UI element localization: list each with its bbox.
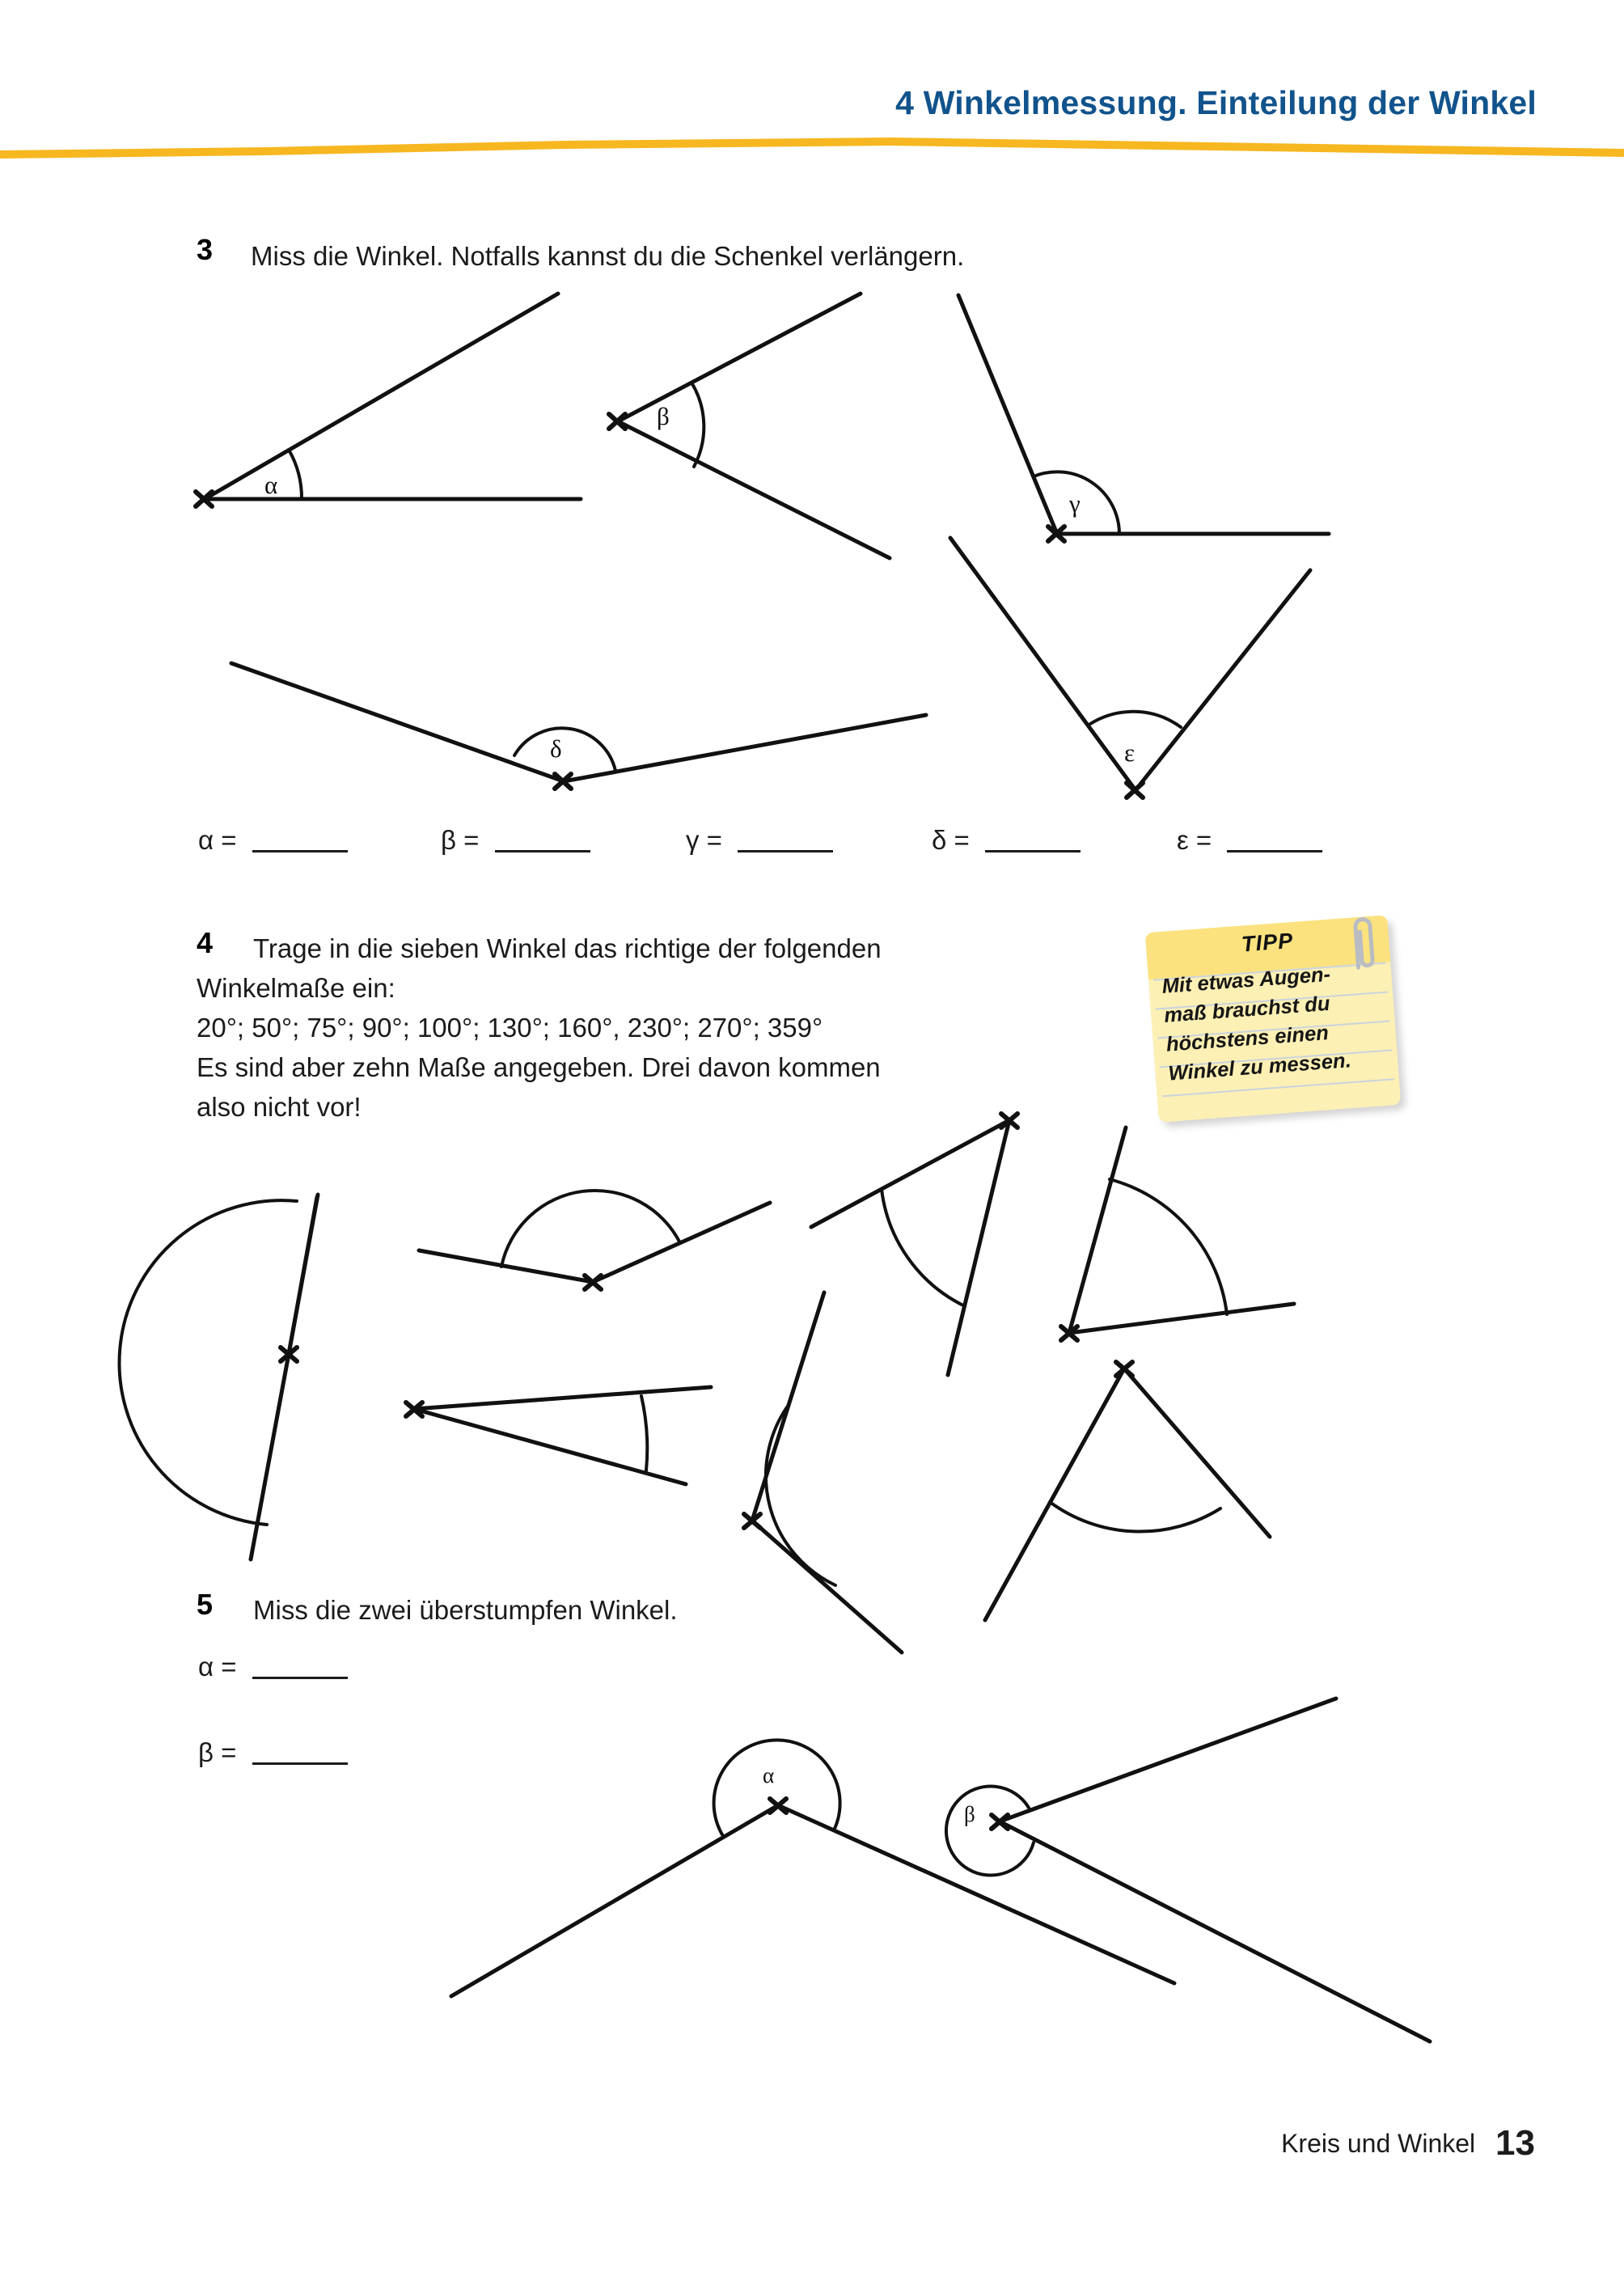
answer-delta-equals: = [954,825,970,855]
answer-gamma-equals: = [706,825,722,855]
vertex-marker-epsilon [1127,783,1143,797]
answer-delta-label: δ [932,825,947,855]
exercise-4-figure-g [985,1369,1270,1620]
exercise-5-answer-beta-label: β [198,1737,214,1767]
answer-beta[interactable] [441,825,590,856]
answer-epsilon[interactable] [1177,825,1322,856]
vertex-marker-alpha [196,492,212,506]
exercise-4-figure-d [811,1120,1009,1375]
answer-epsilon-equals: = [1195,825,1212,855]
exercise-4-instruction-line5: also nicht vor! [197,1092,362,1122]
answer-alpha-blank[interactable] [252,829,348,852]
exercise-4-measures-line: 20°; 50°; 75°; 90°; 100°; 130°; 160°, 230°; 270°; 359° [197,1013,823,1043]
vertex-marker-delta [555,774,571,789]
tipp-note [1145,915,1401,1122]
answer-gamma-blank[interactable] [738,829,833,852]
exercise-4-instruction-line4: Es sind aber zehn Maße angegeben. Drei davon kommen [197,1052,881,1082]
paperclip-icon [1343,911,1384,976]
exercise-5-answer-alpha[interactable] [198,1652,348,1682]
exercise-5-answer-alpha-equals: = [221,1652,237,1682]
exercise-5-answer-alpha-label: α [198,1652,214,1682]
tipp-title: TIPP [1241,928,1295,957]
exercise-4-figure-b [419,1191,770,1282]
figure-label-alpha: α [264,471,278,499]
figure-label-beta: β [657,402,670,430]
vertex-marker-b [585,1276,601,1289]
vertex-marker-c [406,1402,422,1416]
exercise-5-answer-alpha-blank[interactable] [252,1656,348,1679]
vertex-marker-gamma [1048,527,1064,541]
answer-alpha-equals: = [221,825,237,855]
page-number: 13 [1495,2123,1535,2163]
answer-beta-blank[interactable] [495,829,590,852]
vertex-marker-d [1001,1114,1017,1127]
answer-delta-blank[interactable] [985,829,1081,852]
exercise-4-number: 4 [197,926,214,959]
exercise-5-answer-beta[interactable] [198,1737,348,1768]
exercise-3-number: 3 [197,233,214,266]
exercise-5-figure-label-beta: β [964,1802,975,1826]
exercise-5-answer-beta-blank[interactable] [252,1741,348,1765]
exercise-4-figure-a [120,1195,318,1559]
answer-gamma[interactable] [686,825,833,856]
exercise-4-figure-e [1069,1127,1294,1333]
figure-label-delta: δ [550,734,562,763]
exercise-4-instruction-line2: Winkelmaße ein: [197,973,395,1003]
answer-delta[interactable] [932,825,1081,856]
exercise-5-instruction: Miss die zwei überstumpfen Winkel. [253,1595,678,1625]
figure-alpha [205,294,581,499]
vertex-marker-beta [609,414,625,429]
vertex-marker-f [744,1514,760,1528]
answer-alpha[interactable] [198,825,348,856]
answer-epsilon-label: ε [1177,825,1189,855]
figure-gamma [958,295,1329,534]
answer-epsilon-blank[interactable] [1227,829,1322,852]
vertex-marker-alpha-5 [770,1799,786,1813]
page-title: 4 Winkelmessung. Einteilung der Winkel [895,84,1537,121]
answer-beta-label: β [441,825,456,855]
answer-alpha-label: α [198,825,214,855]
figure-label-gamma: γ [1069,489,1081,518]
exercise-4-instruction-line1: Trage in die sieben Winkel das richtige der folgenden [253,933,882,963]
figure-label-epsilon: ε [1124,738,1136,767]
vertex-marker-beta-5 [992,1815,1008,1829]
vertex-marker-a [281,1347,297,1361]
tipp-body: Mit etwas Augen- maß brauchst du höchstens einen Winkel zu messen. [1161,962,1352,1085]
figure-delta [231,663,926,781]
exercise-4-figure-c [414,1387,711,1484]
exercise-5-figure-label-alpha: α [763,1763,775,1787]
footer [1281,2123,1535,2164]
footer-section: Kreis und Winkel [1281,2129,1476,2158]
exercise-3-instruction: Miss die Winkel. Notfalls kannst du die Schenkel verlängern. [251,241,965,271]
exercise-5-answer-beta-equals: = [221,1737,237,1767]
vertex-marker-g [1116,1362,1132,1376]
exercise-5-figure-beta [946,1699,1430,2041]
header-rule [0,129,1624,162]
exercise-4-figure-f [752,1292,902,1652]
answer-gamma-label: γ [686,825,700,855]
exercise-5-figure-alpha [451,1740,1174,1996]
exercise-5-number: 5 [197,1588,214,1621]
vertex-marker-e [1061,1326,1077,1340]
answer-beta-equals: = [463,825,480,855]
